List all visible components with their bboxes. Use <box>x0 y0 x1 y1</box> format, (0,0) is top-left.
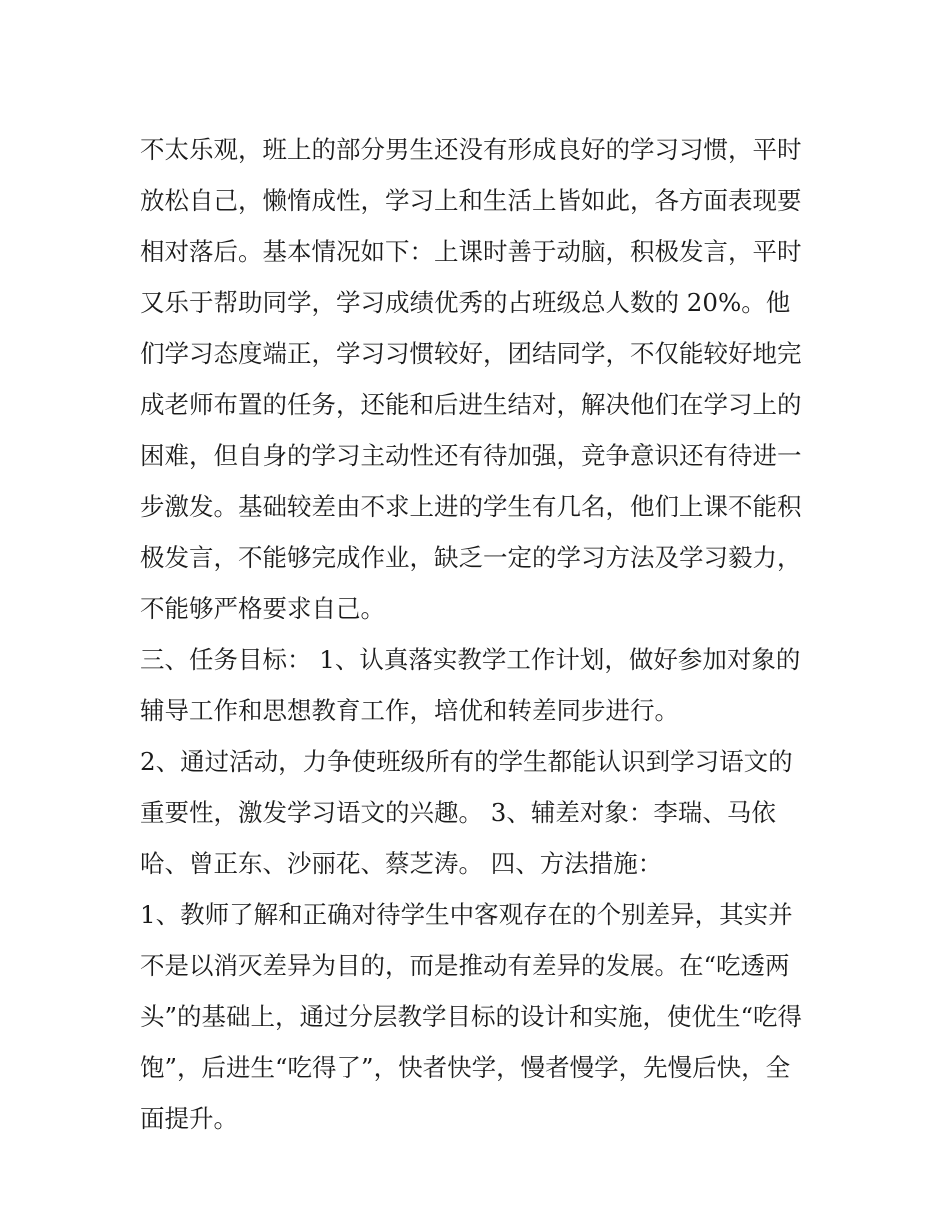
text-line: 饱”，后进生“吃得了”，快者快学，慢者慢学，先慢后快，全 <box>140 1053 791 1082</box>
text-line: 放松自己，懒惰成性，学习上和生活上皆如此，各方面表现要 <box>140 186 802 215</box>
text-line: 又乐于帮助同学，学习成绩优秀的占班级总人数的 20%。他 <box>140 288 791 317</box>
text-line: 不能够严格要求自己。 <box>140 594 385 623</box>
text-line: 困难，但自身的学习主动性还有待加强，竞争意识还有待进一 <box>140 441 802 470</box>
text-line: 步激发。基础较差由不求上进的学生有几名，他们上课不能积 <box>140 492 802 521</box>
text-line: 重要性，激发学习语文的兴趣。 3、辅差对象：李瑞、马依 <box>140 798 776 827</box>
document-body <box>140 124 830 1144</box>
text-line: 们学习态度端正，学习习惯较好，团结同学，不仅能较好地完 <box>140 339 802 368</box>
text-line: 辅导工作和思想教育工作，培优和转差同步进行。 <box>140 696 679 725</box>
text-line: 相对落后。基本情况如下：上课时善于动脑，积极发言，平时 <box>140 237 802 266</box>
text-line: 1、教师了解和正确对待学生中客观存在的个别差异，其实并 <box>140 900 793 929</box>
text-line: 不太乐观，班上的部分男生还没有形成良好的学习习惯，平时 <box>140 135 802 164</box>
text-line: 头”的基础上，通过分层教学目标的设计和实施，使优生“吃得 <box>140 1002 803 1031</box>
text-line: 三、任务目标： 1、认真落实教学工作计划，做好参加对象的 <box>140 645 801 674</box>
text-line: 2、通过活动，力争使班级所有的学生都能认识到学习语文的 <box>140 747 793 776</box>
text-line: 哈、曾正东、沙丽花、蔡芝涛。 四、方法措施： <box>140 849 663 878</box>
text-line: 极发言，不能够完成作业，缺乏一定的学习方法及学习毅力， <box>140 543 802 572</box>
text-line: 面提升。 <box>140 1104 238 1133</box>
text-line: 不是以消灭差异为目的，而是推动有差异的发展。在“吃透两 <box>140 951 790 980</box>
text-line: 成老师布置的任务，还能和后进生结对，解决他们在学习上的 <box>140 390 802 419</box>
